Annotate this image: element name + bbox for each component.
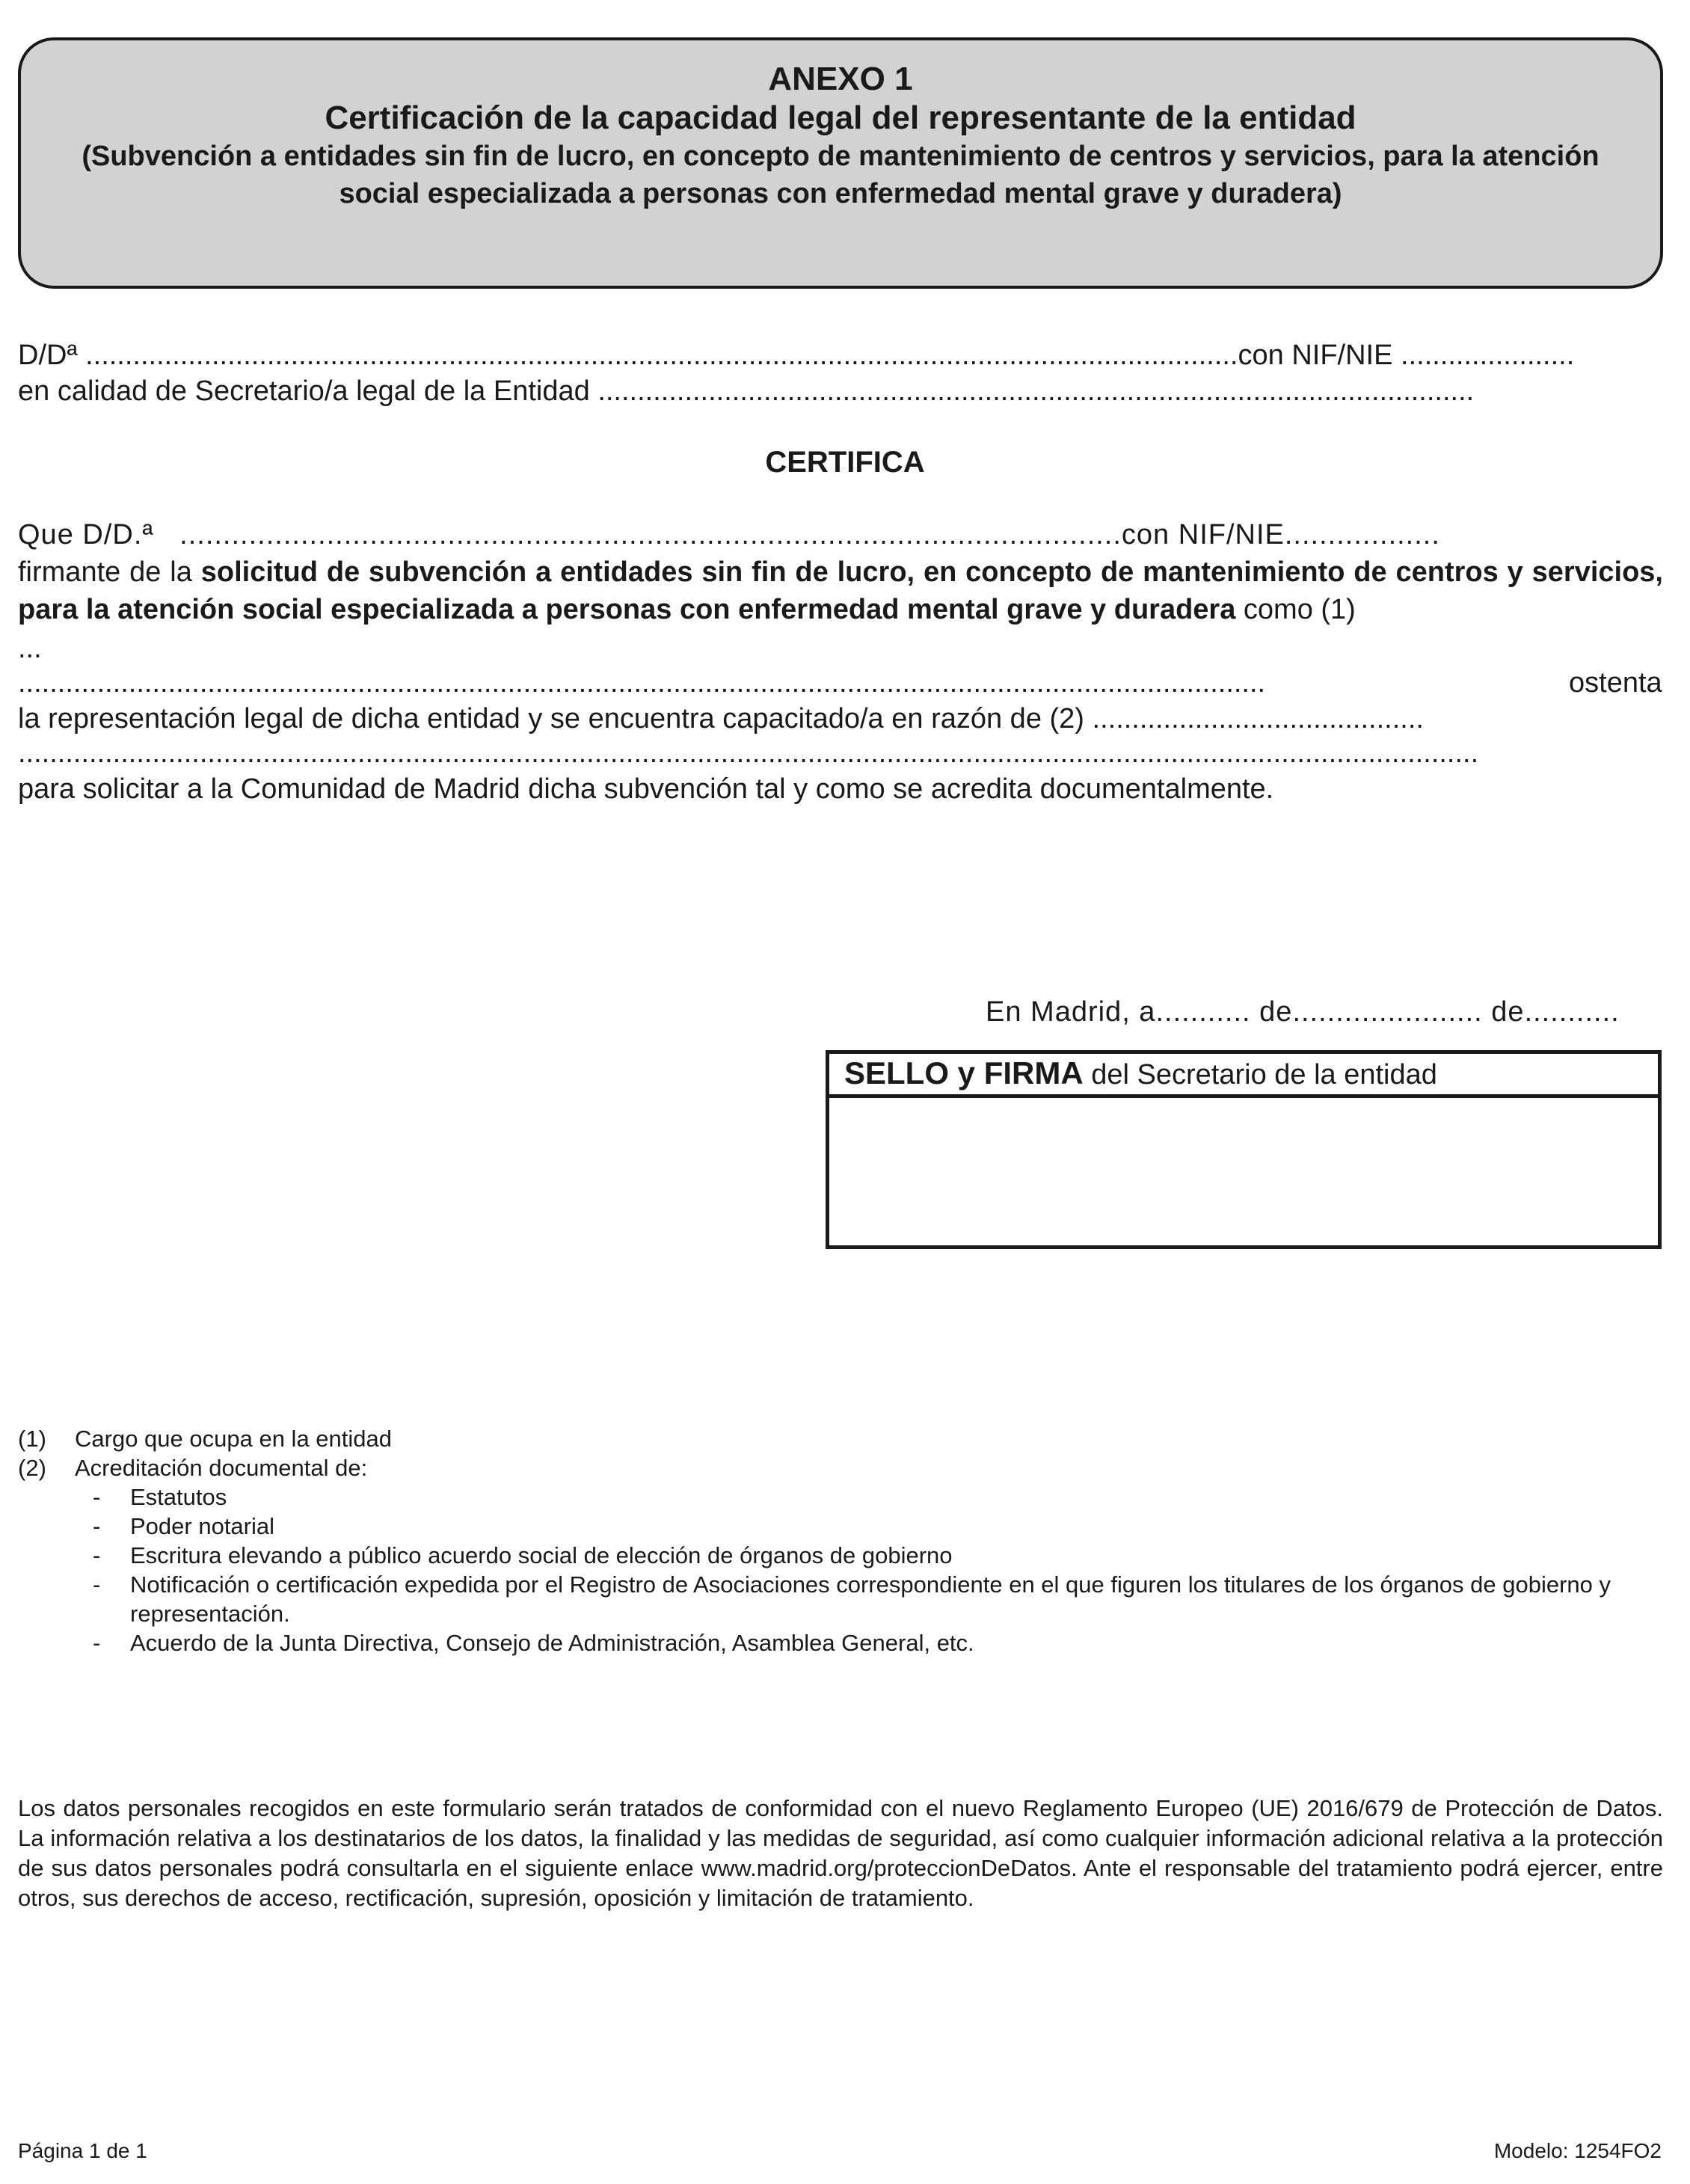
footnote-2-number: (2) [18, 1455, 46, 1481]
footnote-1 [18, 1424, 1648, 1453]
footnote-2 [18, 1453, 1648, 1482]
firmante-bold: solicitud de subvención a entidades sin fin de lucro, en concepto de mantenimiento de centros y servicios, para la atención social especializada a personas con enfermedad mental grave y duradera [18, 556, 1663, 625]
signature-heading [829, 1054, 1658, 1098]
role-line [18, 374, 1474, 408]
entity-field[interactable]: ............................................................................................................... [597, 375, 1475, 407]
name-label: D/Dª [18, 340, 78, 371]
signature-box [826, 1050, 1662, 1249]
list-dash: - [93, 1630, 101, 1656]
representacion-line [18, 702, 1424, 736]
ostenta-label: ostenta [1569, 667, 1662, 699]
list-item [18, 1482, 1648, 1512]
name-field[interactable]: .................................................................................................................................................. [85, 340, 1238, 371]
header-box [18, 37, 1663, 289]
date-line [986, 995, 1620, 1029]
signature-area[interactable] [829, 1098, 1658, 1245]
signature-heading-bold: SELLO y FIRMA [844, 1055, 1084, 1091]
que-nif-field[interactable]: .................. [1284, 519, 1440, 550]
year-field[interactable]: ........... [1524, 996, 1620, 1028]
razon-continuation-field[interactable]: ......................................................................................................................................................................................... [18, 737, 1479, 769]
nif-field[interactable]: ...................... [1401, 340, 1575, 371]
data-protection-notice: Los datos personales recogidos en este formulario serán tratados de conformidad con el nuevo Reglamento Europeo (UE) 2016/679 de Protección de Datos. La información relativa a los destinatarios de los datos, la finalidad y las medidas de seguridad, así como cualquier información adicional relativa a la protección de sus datos personales podrá consultarla en el siguiente enlace www.madrid.org/proteccionDeDatos. Ante el responsable del tratamiento podrá ejercer, entre otros, sus derechos de acceso, rectificación, supresión, oposición y limitación de tratamiento. [18, 1795, 1663, 1911]
document-title: Certificación de la capacidad legal del representante de la entidad [325, 99, 1356, 136]
date-de-2: de [1491, 996, 1525, 1028]
date-de-1: de [1259, 996, 1293, 1028]
razon-field[interactable]: .......................................... [1092, 703, 1424, 734]
certifica-heading: CERTIFICA [765, 446, 925, 479]
signature-heading-rest: del Secretario de la entidad [1083, 1059, 1437, 1091]
day-field[interactable]: ........... [1155, 996, 1251, 1028]
list-item-text: Notificación o certificación expedida por el Registro de Asociaciones correspondiente en el que figuren los titulares de los órganos de gobierno y representación. [130, 1571, 1611, 1627]
list-item [18, 1628, 1648, 1657]
list-item-text: Escritura elevando a público acuerdo social de elección de órganos de gobierno [130, 1542, 953, 1568]
footnote-1-text: Cargo que ocupa en la entidad [75, 1426, 392, 1452]
firmante-paragraph [18, 553, 1663, 628]
month-field[interactable]: ...................... [1292, 996, 1483, 1028]
footnote-2-text: Acreditación documental de: [75, 1455, 368, 1481]
list-dash: - [93, 1571, 101, 1598]
list-dash: - [93, 1513, 101, 1539]
list-dash: - [93, 1542, 101, 1568]
ellipsis: ... [18, 633, 42, 664]
annex-title: ANEXO 1 [768, 61, 913, 97]
name-line [18, 338, 1574, 372]
list-item [18, 1512, 1648, 1541]
model-code: Modelo: 1254FO2 [1493, 2139, 1662, 2162]
que-line [18, 518, 1440, 552]
document-subtitle: (Subvención a entidades sin fin de lucro, en concepto de mantenimiento de centros y servicios, para la atención social especializada a personas con enfermedad mental grave y duradera) [82, 141, 1600, 209]
representacion-text: la representación legal de dicha entidad y se encuentra capacitado/a en razón de (2) [18, 703, 1084, 734]
cargo-field[interactable]: .............................................................................................................................................................. [18, 667, 1266, 699]
date-prefix: En Madrid, a [986, 996, 1156, 1028]
page-number: Página 1 de 1 [18, 2139, 147, 2162]
que-nif-label: con NIF/NIE [1121, 519, 1285, 550]
list-item-text: Acuerdo de la Junta Directiva, Consejo de Administración, Asamblea General, etc. [130, 1630, 974, 1656]
list-item [18, 1570, 1648, 1628]
firmante-suffix: como (1) [1235, 594, 1356, 625]
footnotes [18, 1424, 1648, 1657]
nif-label: con NIF/NIE [1238, 340, 1393, 371]
footnote-1-number: (1) [18, 1426, 46, 1452]
firmante-prefix: firmante de la [18, 556, 201, 588]
list-item-text: Poder notarial [130, 1513, 275, 1539]
list-dash: - [93, 1484, 101, 1510]
list-item-text: Estatutos [130, 1484, 227, 1510]
list-item [18, 1541, 1648, 1570]
que-label: Que D/D.ª [18, 519, 154, 550]
role-label: en calidad de Secretario/a legal de la Entidad [18, 375, 590, 407]
para-solicitar-text: para solicitar a la Comunidad de Madrid dicha subvención tal y como se acredita documentalmente. [18, 773, 1274, 805]
que-name-field[interactable]: ............................................................................................................. [179, 519, 1122, 550]
